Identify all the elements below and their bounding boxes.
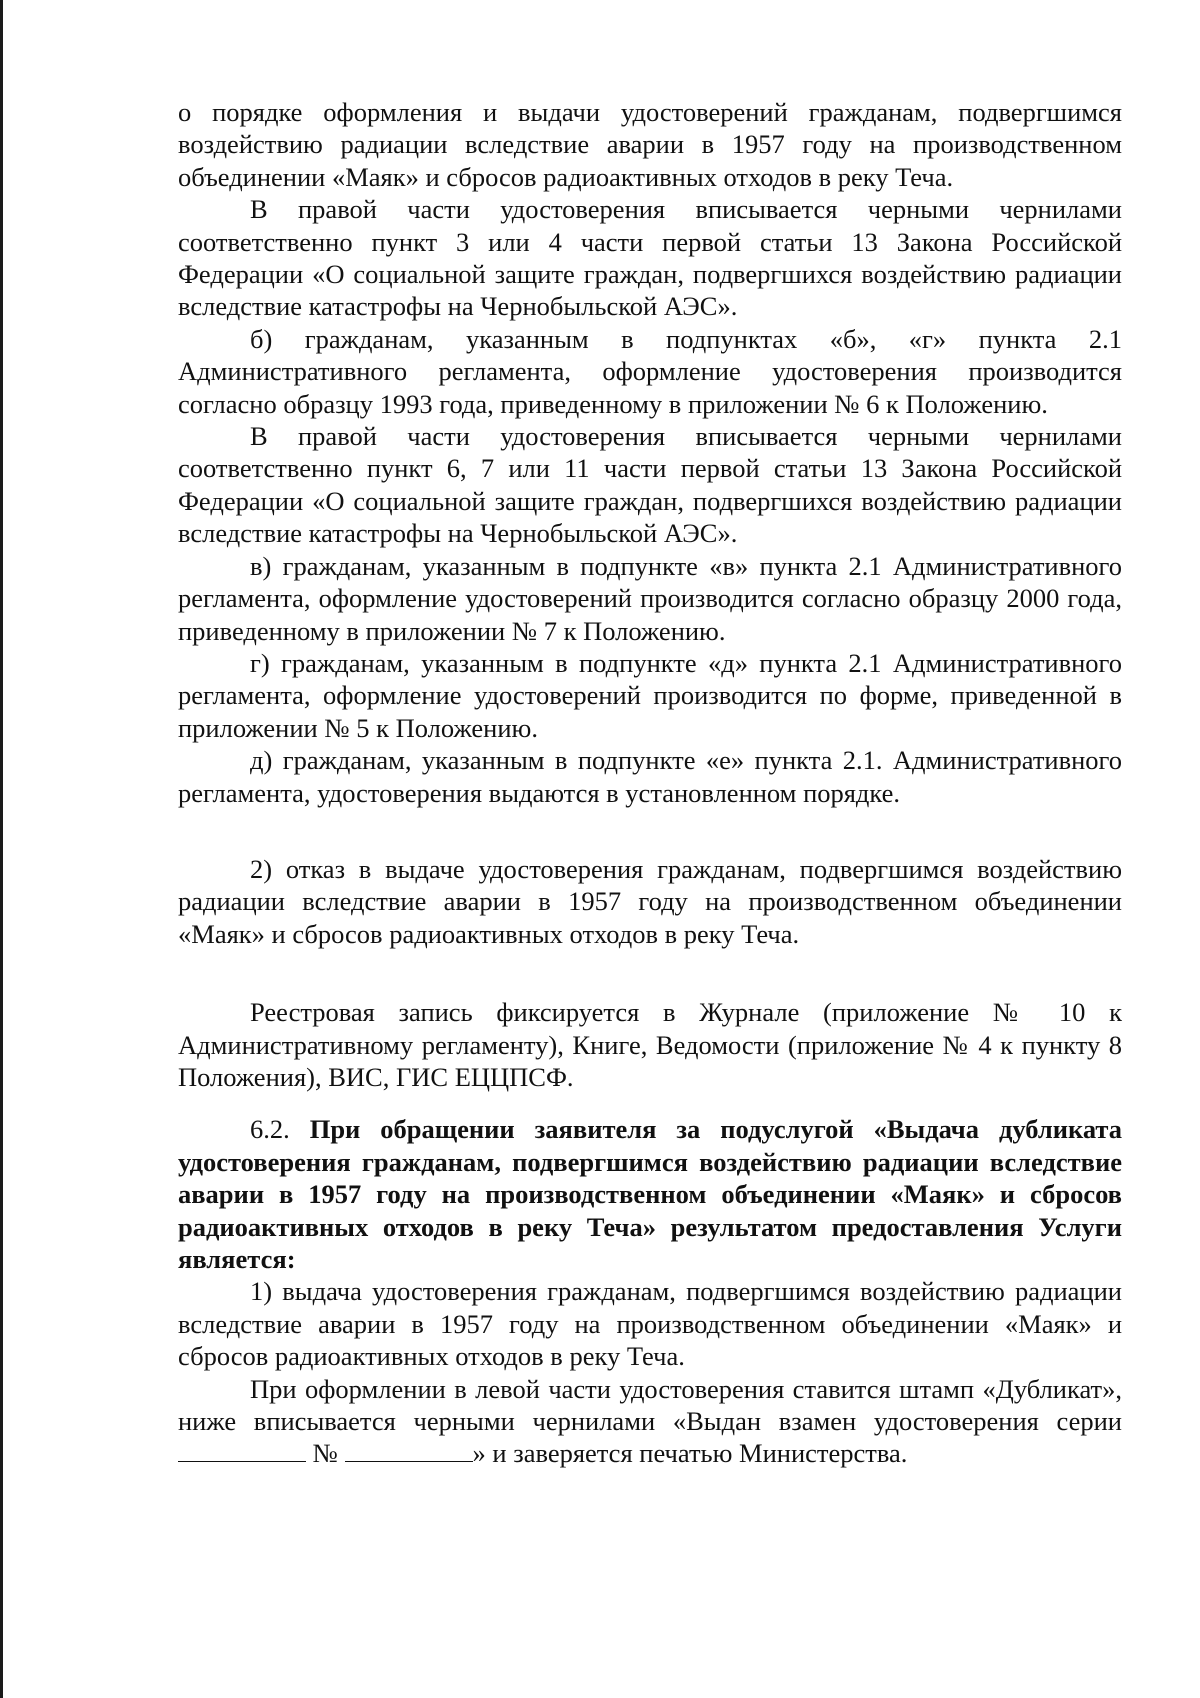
number-blank-field	[345, 1441, 473, 1462]
paragraph-5: в) гражданам, указанным в подпункте «в» пункта 2.1 Административного регламента, оформление удостоверений производится согласно образцу 2000 года, приведенному в приложении № 7 к Положению.	[178, 550, 1122, 646]
paragraph-1: о порядке оформления и выдачи удостоверений гражданам, подвергшимся воздействию радиации вследствие аварии в 1957 году на производственном объединении «Маяк» и сбросов радиоактивных отходов в реку Теча.	[178, 97, 1122, 192]
section-number: 6.2.	[250, 1114, 290, 1145]
paragraph-4: В правой части удостоверения вписывается черными чернилами соответственно пункт 6, 7 или 11 части первой статьи 13 Закона Российской Федерации «О социальной защите граждан, подвергшихся воздействию радиации вследствие катастрофы на Чернобыльской АЭС».	[178, 421, 1122, 549]
series-blank-field	[178, 1441, 306, 1462]
paragraph-11: 1) выдача удостоверения гражданам, подвергшимся воздействию радиации вследствие аварии в 1957 году на производственном объединении «Маяк» и сбросов радиоактивных отходов в реку Теча.	[178, 1276, 1122, 1372]
paragraph-12	[178, 1373, 1122, 1470]
paragraph-8: 2) отказ в выдаче удостоверения гражданам, подвергшимся воздействию радиации вследствие аварии в 1957 году на производственном объединении «Маяк» и сбросов радиоактивных отходов в реку Теча.	[178, 853, 1122, 949]
document-page	[178, 96, 1122, 1470]
section-6-2-heading	[178, 1113, 1122, 1275]
paragraph-9: Реестровая запись фиксируется в Журнале (приложение № 10 к Административному регламенту), Книге, Ведомости (приложение № 4 к пункту 8 Положения), ВИС, ГИС ЕЦЦПСФ.	[178, 997, 1122, 1092]
paragraph-12-part1: При оформлении в левой части удостоверения ставится штамп «Дубликат», ниже вписывается черными чернилами «Выдан взамен удостоверения серии	[178, 1373, 1122, 1437]
section-heading-text: При обращении заявителя за подуслугой «Выдача дубликата удостоверения гражданам, подвергшимся воздействию радиации вследствие аварии в 1957 году на производственном объединении «Маяк» и сбросов радиоактивных отходов в реку Теча» результатом предоставления Услуги является:	[178, 1114, 1122, 1274]
paragraph-7: д) гражданам, указанным в подпункте «е» пункта 2.1. Административного регламента, удостоверения выдаются в установленном порядке.	[178, 745, 1122, 808]
paragraph-6: г) гражданам, указанным в подпункте «д» пункта 2.1 Административного регламента, оформление удостоверений производится по форме, приведенной в приложении № 5 к Положению.	[178, 647, 1122, 743]
paragraph-2: В правой части удостоверения вписывается черными чернилами соответственно пункт 3 или 4 части первой статьи 13 Закона Российской Федерации «О социальной защите граждан, подвергшихся воздействию радиации вследствие катастрофы на Чернобыльской АЭС».	[178, 194, 1122, 322]
scan-edge-border	[0, 0, 3, 1698]
number-sign: №	[312, 1438, 338, 1469]
paragraph-3: б) гражданам, указанным в подпунктах «б», «г» пункта 2.1 Административного регламента, оформление удостоверения производится согласно образцу 1993 года, приведенному в приложении № 6 к Положению.	[178, 323, 1122, 419]
paragraph-12-part3: » и заверяется печатью Министерства.	[472, 1438, 908, 1469]
